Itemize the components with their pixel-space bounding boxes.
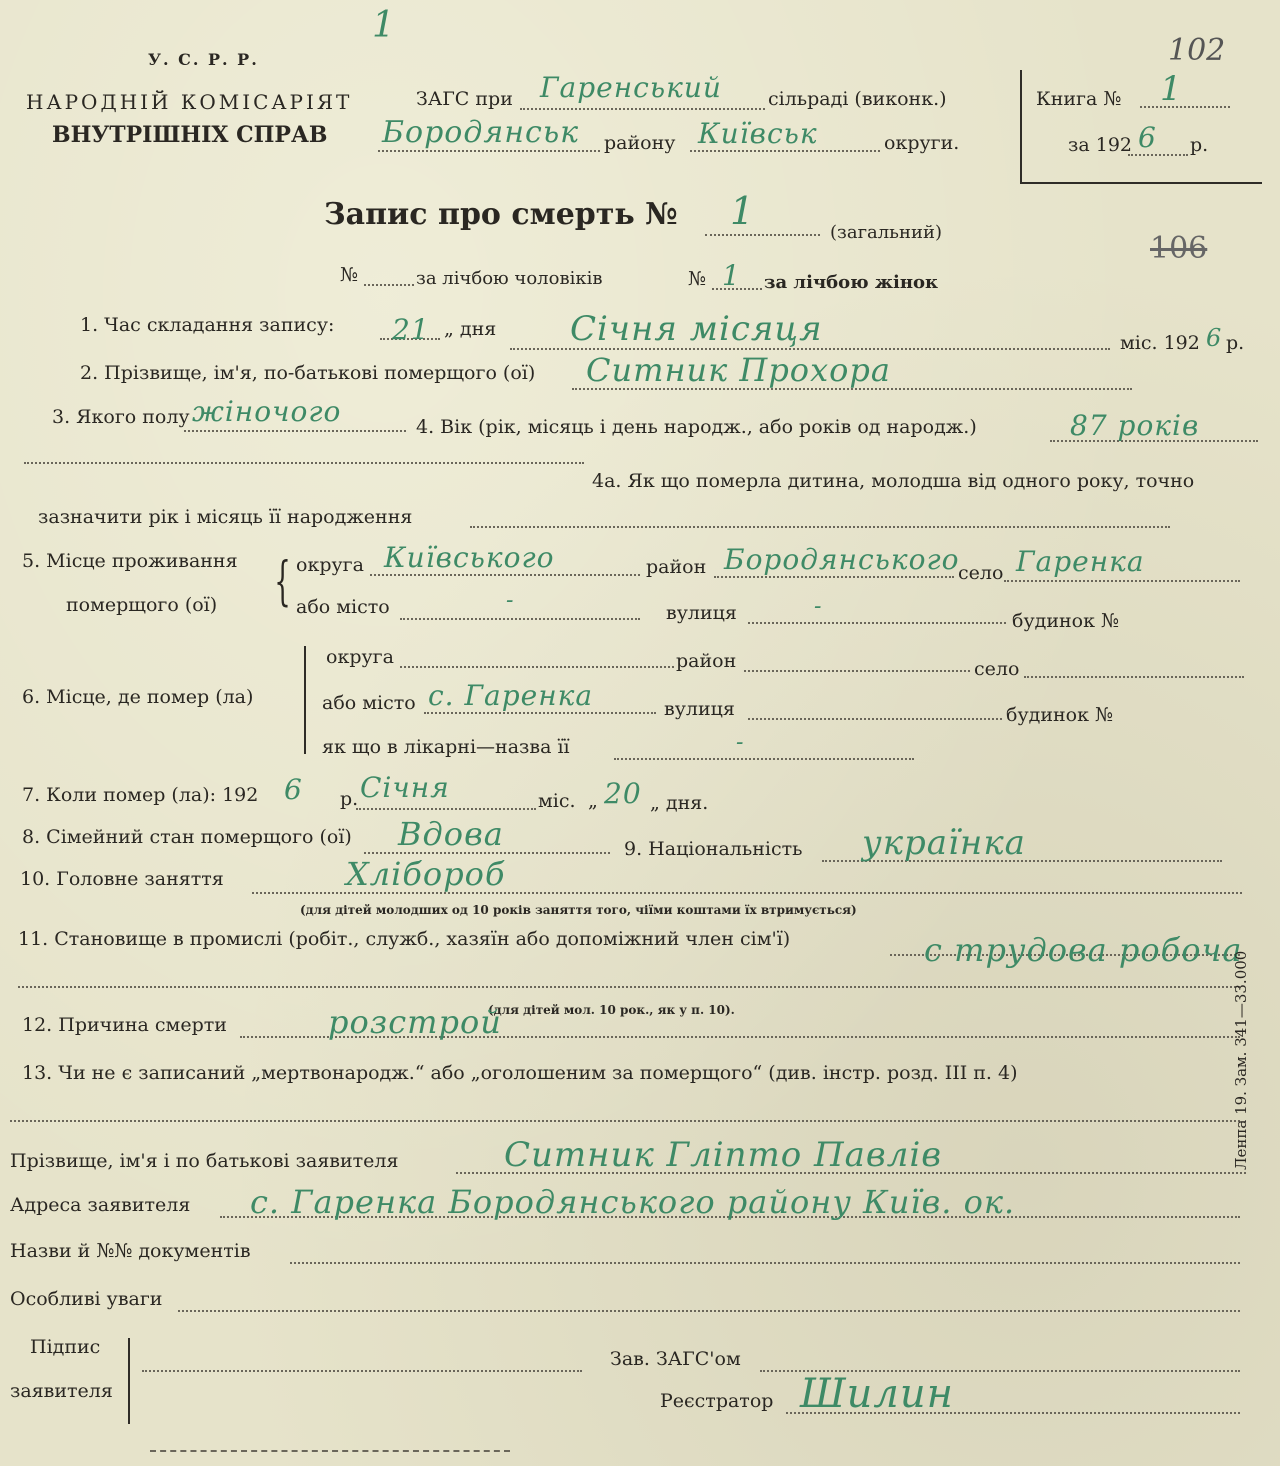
registrar-label: Реєстратор — [660, 1390, 774, 1412]
year-line — [1128, 154, 1188, 156]
f4-value: 87 років — [1070, 409, 1200, 442]
men-line — [364, 284, 414, 286]
f9-value: українка — [862, 823, 1026, 863]
bottom-edge-marks — [150, 1450, 510, 1452]
f6-label: 6. Місце, де помер (ла) — [22, 686, 254, 708]
f6-raion: район — [676, 650, 737, 672]
men-label: за лічбою чоловіків — [416, 268, 603, 289]
applicant-address-label: Адреса заявителя — [10, 1194, 191, 1216]
f8-value: Вдова — [398, 815, 504, 853]
page-number: 102 — [1168, 33, 1226, 68]
f3-value: жіночого — [192, 395, 342, 428]
f7-mis: міс. — [538, 790, 576, 812]
applicant-name-value: Ситник Гліпто Павлів — [504, 1135, 943, 1175]
f5-selo-line — [1004, 580, 1240, 582]
f7-day: 20 — [604, 777, 642, 810]
zags-suffix: сільраді (виконк.) — [768, 88, 947, 110]
f5-okruha-val: Київського — [384, 541, 555, 574]
f6-okruha: округа — [326, 646, 394, 668]
commissariat-line2: ВНУТРІШНІХ СПРАВ — [52, 122, 328, 148]
f6-vul-line — [748, 718, 1002, 720]
commissariat-line1: НАРОДНІЙ КОМІСАРІЯТ — [26, 90, 353, 114]
year-value: 6 — [1138, 121, 1157, 154]
applicant-address-value: с. Гаренка Бородянського району Київ. ок. — [250, 1183, 1016, 1221]
zags-village-council: Гаренський — [540, 71, 722, 104]
sign-label2: заявителя — [10, 1380, 113, 1402]
f5-label1: 5. Місце проживання — [22, 550, 238, 572]
f1-year: 6 — [1206, 324, 1223, 352]
applicant-name-label: Прізвище, ім'я і по батькові заявителя — [10, 1150, 399, 1172]
f4a-label: 4а. Як що померла дитина, молодша від одного року, точно — [592, 470, 1195, 492]
okrug-value: Київськ — [698, 117, 818, 150]
f5-okruha-line — [370, 574, 640, 576]
f5-label2: померщого (ої) — [66, 594, 218, 616]
f6-raion-line — [744, 670, 970, 672]
women-label: за лічбою жінок — [764, 272, 939, 293]
corner-mark: 1 — [372, 5, 396, 46]
applicant-notes-line — [178, 1310, 1240, 1312]
sign-line — [142, 1370, 582, 1372]
f4a-line — [470, 526, 1170, 528]
f8-label: 8. Сімейний стан померщого (ої) — [22, 826, 352, 848]
district-line — [378, 150, 600, 152]
f5-selo: село — [958, 562, 1004, 584]
f6-selo: село — [974, 658, 1020, 680]
f10-value: Хлібороб — [346, 855, 506, 893]
f6-hosp-line — [614, 758, 914, 760]
f6-brace-line — [304, 646, 306, 754]
f9-label: 9. Національність — [624, 838, 803, 860]
f1-year-label: міс. 192 — [1120, 332, 1200, 354]
women-prefix: № — [688, 268, 706, 290]
f6-okruha-line — [400, 666, 674, 668]
f7-year: 6 — [284, 773, 303, 806]
f1-label: 1. Час складання запису: — [80, 314, 335, 336]
title-number: 1 — [730, 189, 756, 233]
district-suffix: району — [604, 132, 676, 154]
f6-budynok: будинок № — [1006, 704, 1113, 726]
f5-misto-line — [400, 618, 640, 620]
f13-label: 13. Чи не є записаний „мертвонародж.“ або „оголошеним за померщого“ (див. інстр. розд. III п. 4) — [22, 1062, 1018, 1084]
f3-line — [184, 430, 406, 432]
book-label: Книга № — [1036, 88, 1122, 110]
zags-line — [520, 108, 765, 110]
okrug-line — [690, 150, 880, 152]
f11-value: с трудова робоча — [924, 931, 1243, 969]
document-title: Запис про смерть № — [324, 197, 678, 232]
men-prefix: № — [340, 264, 358, 286]
f6-hosp: як що в лікарні—назва її — [322, 736, 570, 758]
f6-misto: або місто — [322, 692, 416, 714]
f11-note: (для дітей мол. 10 рок., як у п. 10). — [488, 1003, 735, 1017]
applicant-notes-label: Особливі уваги — [10, 1288, 163, 1310]
title-general: (загальний) — [830, 222, 942, 243]
f7-month-line — [356, 808, 536, 810]
year-suffix: р. — [1190, 134, 1209, 156]
f6-misto-line — [424, 712, 656, 714]
f7-month: Січня — [360, 771, 450, 804]
sign-label1: Підпис — [30, 1336, 101, 1358]
zags-prefix: ЗАГС при — [416, 88, 513, 110]
f7-day-suffix: „ дня. — [650, 792, 709, 814]
f5-vul: вулиця — [666, 602, 737, 624]
f4-label: 4. Вік (рік, місяць і день народж., або років од народж.) — [416, 416, 977, 438]
f6-vul: вулиця — [664, 698, 735, 720]
f5-vul-line — [748, 622, 1006, 624]
sign-divider — [128, 1338, 130, 1424]
stamp-number: 106 — [1150, 231, 1208, 266]
f7-r: р. — [340, 788, 359, 810]
f13-line — [10, 1120, 1240, 1122]
f7-label: 7. Коли помер (ла): 192 — [22, 784, 259, 806]
f5-vul-val: - — [814, 594, 823, 619]
book-line — [1140, 106, 1230, 108]
f4a-label2: зазначити рік і місяць її народження — [38, 506, 413, 528]
f5-misto-val: - — [506, 588, 515, 613]
f11-line2 — [18, 986, 1240, 988]
f10-label: 10. Головне заняття — [20, 868, 224, 890]
f6-selo-line — [1024, 676, 1244, 678]
book-value: 1 — [1160, 69, 1183, 109]
head-label: Зав. ЗАГС'ом — [610, 1348, 741, 1370]
f1-day: 21 — [392, 313, 430, 346]
f5-raion-line — [714, 576, 954, 578]
f5-budynok: будинок № — [1012, 610, 1119, 632]
f6-hosp-val: - — [736, 730, 745, 755]
f6-misto-val: с. Гаренка — [428, 679, 594, 712]
f11-label: 11. Становище в промислі (робіт., служб., хазяїн або допоміжний член сім'ї) — [18, 928, 791, 950]
year-label: за 192 — [1068, 134, 1132, 156]
f4a-line-top — [24, 462, 584, 464]
f3-label: 3. Якого полу — [52, 406, 190, 428]
district-value: Бородянськ — [382, 115, 580, 150]
women-value: 1 — [722, 259, 741, 292]
f5-okruha: округа — [296, 554, 364, 576]
f5-raion: район — [646, 556, 707, 578]
okrug-suffix: округи. — [884, 132, 960, 154]
f12-label: 12. Причина смерти — [22, 1014, 227, 1036]
f1-month: Січня місяця — [570, 309, 823, 349]
f5-misto: або місто — [296, 596, 390, 618]
f5-brace: { — [274, 552, 291, 612]
title-number-line — [705, 234, 820, 236]
ussr-label: У. С. Р. Р. — [148, 50, 259, 69]
registrar-sign: Шилин — [800, 1371, 954, 1417]
f2-value: Ситник Прохора — [586, 351, 891, 389]
f12-value: розстрой — [328, 1003, 502, 1041]
applicant-docs-line — [290, 1262, 1240, 1264]
f5-raion-val: Бородянського — [724, 543, 960, 576]
f2-label: 2. Прізвище, ім'я, по-батькові померщого (ої) — [80, 362, 536, 384]
side-print-note: Ленпа 19. Зам. 341—33.000 — [1232, 950, 1250, 1170]
applicant-docs-label: Назви й №№ документів — [10, 1240, 251, 1262]
f7-day-open: „ — [588, 790, 598, 812]
f1-day-suffix: „ дня — [444, 318, 497, 340]
f10-note: (для дітей молодших од 10 років заняття того, чіїми коштами їх втримується) — [300, 903, 857, 917]
f1-year-suffix: р. — [1226, 332, 1245, 354]
f5-selo-val: Гаренка — [1016, 545, 1145, 578]
